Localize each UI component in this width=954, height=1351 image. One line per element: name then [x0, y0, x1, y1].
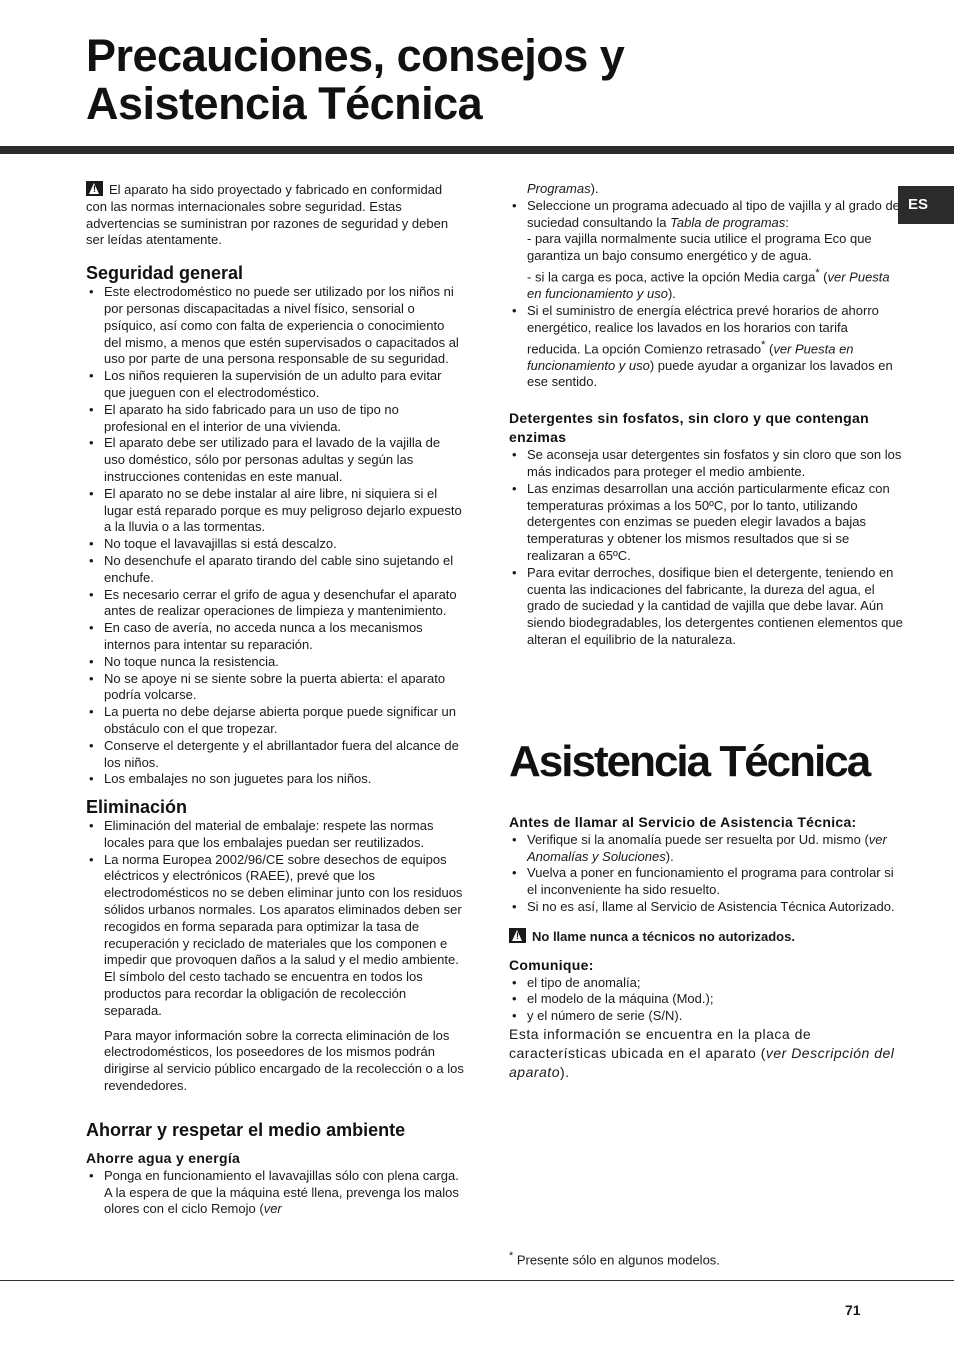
eliminacion-list [86, 818, 464, 1020]
heading-ahorrar: Ahorrar y respetar el medio ambiente [86, 1119, 406, 1140]
title-line-1: Precauciones, consejos y [86, 30, 625, 81]
list-item: • El aparato no se debe instalar al aire libre, ni siquiera si el lugar está reparado porque es muy peligroso dejarlo expuesto a la lluvia o a las tormentas. [86, 486, 464, 536]
subheading-ahorre-agua: Ahorre agua y energía [86, 1149, 241, 1166]
page-number: 71 [845, 1302, 861, 1318]
comunique-list [509, 975, 903, 1025]
list-item: • Verifique si la anomalía puede ser resuelta por Ud. mismo (ver Anomalías y Soluciones). [509, 832, 903, 866]
list-item: • El aparato ha sido fabricado para un uso de tipo no profesional en el interior de una vivienda. [86, 402, 464, 436]
footer-rule [0, 1280, 954, 1281]
list-item: • Se aconseja usar detergentes sin fosfatos y sin cloro que son los más indicados para proteger el medio ambiente. [509, 447, 903, 481]
list-item: • No toque el lavavajillas si está descalzo. [86, 536, 464, 553]
list-item: • Eliminación del material de embalaje: respete las normas locales para que los embalajes puedan ser reutilizados. [86, 818, 464, 852]
list-item: • y el número de serie (S/N). [509, 1008, 903, 1025]
header-rule [0, 146, 954, 154]
detergentes-list [509, 447, 903, 649]
seguridad-list [86, 284, 464, 788]
list-item: • Si el suministro de energía eléctrica prevé horarios de ahorro energético, realice los lavados en los horarios con tarifa reducida. La opción Comienzo retrasado* (ver Puesta en funcionamiento y uso) puede ayudar a organizar los lavados en ese sentido. [509, 303, 903, 391]
language-tab: ES [898, 186, 954, 224]
antes-list [509, 832, 903, 916]
list-item: • No toque nunca la resistencia. [86, 654, 464, 671]
title-line-2: Asistencia Técnica [86, 78, 483, 129]
list-item: • el modelo de la máquina (Mod.); [509, 991, 903, 1008]
heading-comunique: Comunique: [509, 956, 594, 973]
heading-antes-de-llamar: Antes de llamar al Servicio de Asistencia Técnica: [509, 813, 857, 830]
list-item: • Seleccione un programa adecuado al tipo de vajilla y al grado de suciedad consultando la Tabla de programas: - para vajilla normalmente sucia utilice el programa Eco que garantiza un bajo consumo energético y de agua. - si la carga es poca, active la opción Media carga* (ver Puesta en funcionamiento y uso). [509, 198, 903, 303]
eliminacion-paragraph: Para mayor información sobre la correcta eliminación de los electrodomésticos, los poseedores de los mismos podrán dirigirse al servicio público encargado de la recolección o a los revendedores. [104, 1027, 464, 1094]
list-item: • Las enzimas desarrollan una acción particularmente eficaz con temperaturas próximas a los 50ºC, por lo tanto, utilizando detergentes con enzimas se pueden elegir lavados a bajas temperaturas y obtener los mismos resultados que si se realizaran a 65ºC. [509, 481, 903, 565]
ahorrar-list-continued [509, 198, 903, 391]
heading-detergentes: Detergentes sin fosfatos, sin cloro y que contengan enzimas [509, 410, 869, 446]
right-column [509, 181, 903, 1082]
list-item: • el tipo de anomalía; [509, 975, 903, 992]
page-title [86, 32, 886, 128]
warning-icon [86, 181, 103, 196]
list-item: • Vuelva a poner en funcionamiento el programa para controlar si el inconveniente ha sido resuelto. [509, 865, 903, 899]
footnote: * Presente sólo en algunos modelos. [509, 1250, 720, 1268]
list-item: • El aparato debe ser utilizado para el lavado de la vajilla de uso doméstico, sólo por personas adultas y según las instrucciones contenidas en este manual. [86, 435, 464, 485]
heading-eliminacion: Eliminación [86, 797, 188, 818]
list-item: • Los niños requieren la supervisión de un adulto para evitar que jueguen con el electrodoméstico. [86, 368, 464, 402]
left-column [86, 181, 464, 1218]
list-item: • Los embalajes no son juguetes para los niños. [86, 771, 464, 788]
list-item: • Este electrodoméstico no puede ser utilizado por los niños ni por personas discapacitadas a nivel físico, sensorial o psíquico, así como con falta de experiencia o conocimiento del mismo, a menos que estén supervisados o capacitados al uso por parte de una persona responsable de su seguridad. [86, 284, 464, 368]
heading-asistencia-tecnica: Asistencia Técnica [509, 736, 870, 786]
list-item: • La norma Europea 2002/96/CE sobre desechos de equipos eléctricos y electrónicos (RAEE), prevé que los electrodomésticos no se deben eliminar junto con los residuos sólidos urbanos normales. Los aparatos eliminados deben ser recogidos en forma separada para optimizar la tasa de recuperación y reciclado de materiales que los componen e impedir que provoquen daños a la salud y el medio ambiente. El símbolo del cesto tachado se encuentra en todos los productos para recordar la obligación de recolección separada. [86, 852, 464, 1020]
info-paragraph: Esta información se encuentra en la placa de características ubicada en el aparato (ver Descripción del aparato). [509, 1025, 895, 1080]
intro-text: El aparato ha sido proyectado y fabricado en conformidad con las normas internacionales sobre seguridad. Estas advertencias se suministran por razones de seguridad y deben ser leídas atentamente. [86, 182, 449, 248]
list-item: • Ponga en funcionamiento el lavavajillas sólo con plena carga. A la espera de que la máquina esté llena, prevenga los malos olores con el ciclo Remojo (ver [86, 1168, 464, 1218]
continued-text: Programas). [527, 181, 599, 196]
list-item: • Si no es así, llame al Servicio de Asistencia Técnica Autorizado. [509, 899, 903, 916]
warning-icon [509, 928, 526, 943]
list-item: • La puerta no debe dejarse abierta porque puede significar un obstáculo con el que tropezar. [86, 704, 464, 738]
list-item: • Es necesario cerrar el grifo de agua y desenchufar el aparato antes de realizar operaciones de limpieza y mantenimiento. [86, 587, 464, 621]
warning-line: !No llame nunca a técnicos no autorizados. [509, 928, 903, 946]
list-item: • Para evitar derroches, dosifique bien el detergente, teniendo en cuenta las indicaciones del fabricante, la dureza del agua, el grado de suciedad y la cantidad de vajilla que debe lavar. Aún siendo biodegradables, los detergentes contienen elementos que alteran el equilibrio de la naturaleza. [509, 565, 903, 649]
list-item: • Conserve el detergente y el abrillantador fuera del alcance de los niños. [86, 738, 464, 772]
intro-paragraph [86, 181, 464, 249]
list-item: • No se apoye ni se siente sobre la puerta abierta: el aparato podría volcarse. [86, 671, 464, 705]
ahorrar-list [86, 1168, 464, 1218]
list-item: • En caso de avería, no acceda nunca a los mecanismos internos para intentar su reparación. [86, 620, 464, 654]
heading-seguridad-general: Seguridad general [86, 263, 244, 284]
list-item: • No desenchufe el aparato tirando del cable sino sujetando el enchufe. [86, 553, 464, 587]
